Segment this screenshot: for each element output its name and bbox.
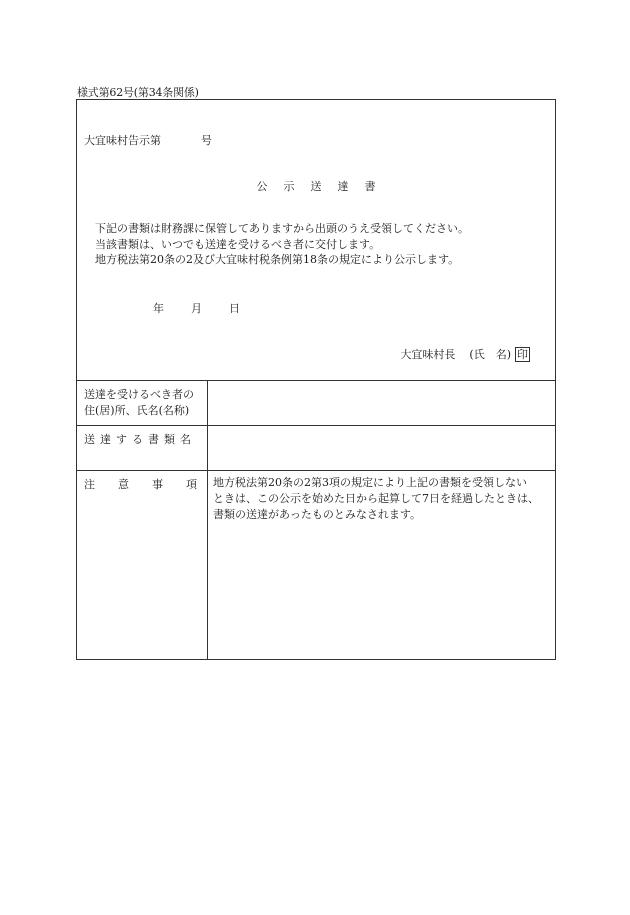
- label-char: 意: [118, 478, 129, 491]
- label-char: 送: [84, 433, 95, 446]
- seal-mark: 印: [517, 348, 528, 361]
- notice-body: [95, 221, 469, 268]
- notice-number-line: [84, 132, 212, 148]
- notes-label: [84, 477, 200, 493]
- recipient-label-line: 送達を受けるべき者の: [84, 388, 194, 401]
- label-char: 名: [180, 433, 191, 446]
- row-divider: [77, 470, 555, 471]
- documents-label: [84, 432, 196, 448]
- body-line: 地方税法第20条の2及び大宜味村税条例第18条の規定により公示します。: [95, 253, 460, 266]
- month-unit: 月: [191, 302, 202, 315]
- label-char: 達: [100, 433, 111, 446]
- table-top-border: [77, 380, 555, 381]
- issuer-title: 大宜味村長: [400, 348, 456, 361]
- year-unit: 年: [153, 302, 164, 315]
- label-char: 書: [148, 433, 159, 446]
- title-char: 達: [337, 180, 349, 193]
- label-char: 項: [186, 478, 197, 491]
- label-char: 類: [164, 433, 175, 446]
- date-line: [153, 300, 267, 316]
- recipient-field[interactable]: [213, 384, 549, 422]
- label-char: す: [116, 433, 127, 446]
- recipient-label-line: 住(居)所、氏名(名称): [84, 403, 190, 417]
- body-line: 下記の書類は財務課に保管してありますから出頭のうえ受領してください。: [95, 222, 469, 235]
- label-char: る: [132, 433, 143, 446]
- notes-line: 書類の送達があったものとみなされます。: [213, 508, 422, 521]
- column-divider: [207, 380, 208, 660]
- notice-number-suffix: 号: [201, 134, 212, 147]
- label-char: 注: [84, 478, 95, 491]
- issuer-line: [400, 346, 530, 362]
- notice-number-prefix: 大宜味村告示第: [84, 134, 161, 147]
- form-number-label: 様式第62号(第34条関係): [77, 86, 199, 99]
- title-char: 送: [310, 180, 322, 193]
- title-char: 書: [364, 180, 376, 193]
- body-line: 当該書類は、いつでも送達を受けるべき者に交付します。: [95, 237, 381, 251]
- document-title: [77, 178, 555, 194]
- notice-form-frame: [76, 99, 556, 660]
- row-divider: [77, 425, 555, 426]
- notes-line: ときは、この公示を始めた日から起算して7日を経過したときは、: [213, 492, 539, 505]
- label-char: 事: [152, 478, 163, 491]
- notes-text: [213, 475, 549, 523]
- issuer-name-label: (氏 名): [469, 348, 511, 361]
- documents-field[interactable]: [213, 428, 549, 466]
- day-unit: 日: [229, 302, 240, 315]
- title-char: 公: [256, 180, 268, 193]
- title-char: 示: [283, 180, 295, 193]
- recipient-label: [84, 387, 194, 418]
- notes-line: 地方税法第20条の2第3項の規定により上記の書類を受領しない: [213, 476, 527, 489]
